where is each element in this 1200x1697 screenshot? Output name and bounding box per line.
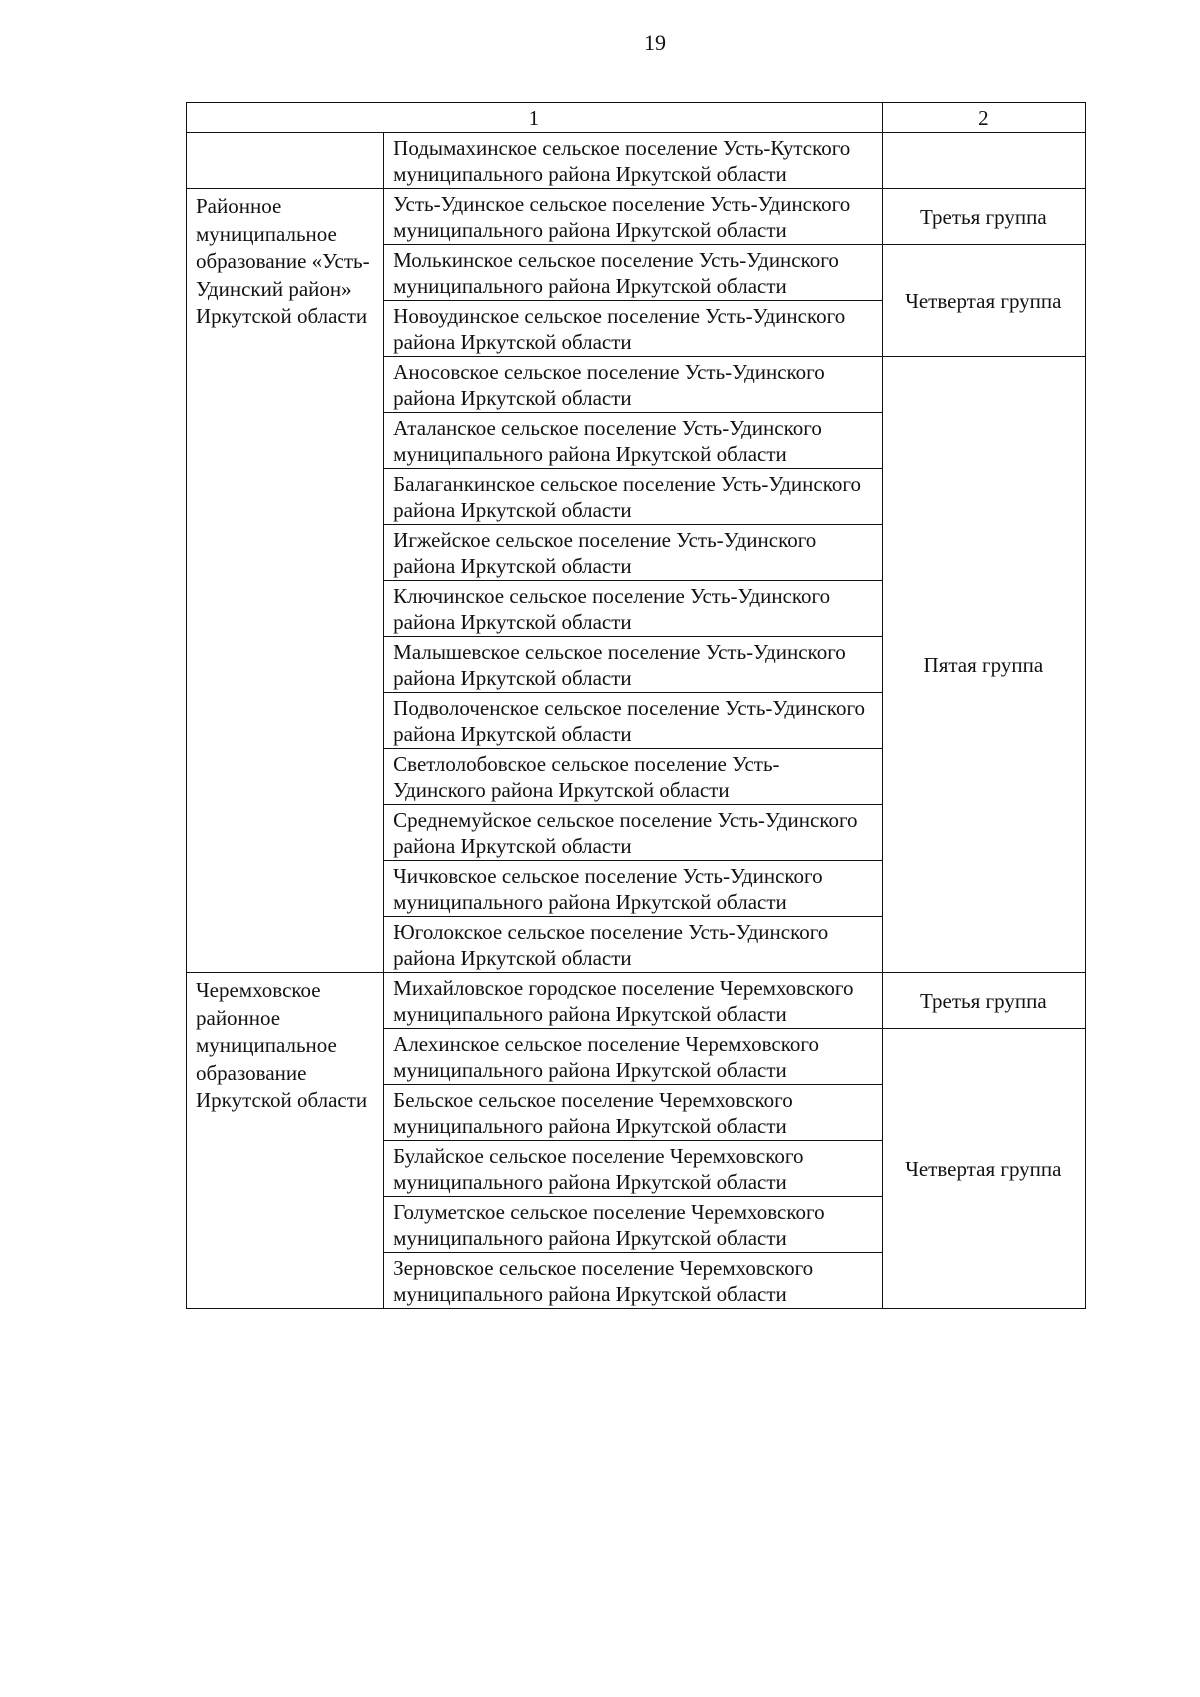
settlement-cell: Чичковское сельское поселение Усть-Удинского муниципального района Иркутской области (384, 861, 883, 917)
group-cell: Четвертая группа (882, 245, 1085, 357)
page-number: 19 (644, 30, 666, 55)
settlement-cell: Юголокское сельское поселение Усть-Удинского района Иркутской области (384, 917, 883, 973)
group-cell (882, 133, 1085, 189)
settlement-cell: Подымахинское сельское поселение Усть-Кутского муниципального района Иркутской области (384, 133, 883, 189)
settlement-cell: Аталанское сельское поселение Усть-Удинского муниципального района Иркутской области (384, 413, 883, 469)
settlement-cell: Новоудинское сельское поселение Усть-Удинского района Иркутской области (384, 301, 883, 357)
settlement-cell: Светлолобовское сельское поселение Усть-Удинского района Иркутской области (384, 749, 883, 805)
groups-table (186, 102, 1086, 1309)
header-col-1: 1 (187, 103, 883, 133)
settlement-cell: Балаганкинское сельское поселение Усть-Удинского района Иркутской области (384, 469, 883, 525)
header-row (187, 103, 1086, 133)
district-cell (187, 133, 384, 189)
continuation-row (187, 133, 1086, 189)
group-cell: Третья группа (882, 189, 1085, 245)
settlement-cell: Булайское сельское поселение Черемховского муниципального района Иркутской области (384, 1141, 883, 1197)
settlement-cell: Среднемуйское сельское поселение Усть-Удинского района Иркутской области (384, 805, 883, 861)
district-cell: Районное муниципальное образование «Усть-Удинский район» Иркутской области (187, 189, 384, 973)
table-row (187, 189, 1086, 245)
settlement-cell: Ключинское сельское поселение Усть-Удинского района Иркутской области (384, 581, 883, 637)
group-cell: Четвертая группа (882, 1029, 1085, 1309)
settlement-cell: Зерновское сельское поселение Черемховского муниципального района Иркутской области (384, 1253, 883, 1309)
settlement-cell: Молькинское сельское поселение Усть-Удинского муниципального района Иркутской области (384, 245, 883, 301)
settlement-cell: Игжейское сельское поселение Усть-Удинского района Иркутской области (384, 525, 883, 581)
settlement-cell: Бельское сельское поселение Черемховского муниципального района Иркутской области (384, 1085, 883, 1141)
settlement-cell: Подволоченское сельское поселение Усть-Удинского района Иркутской области (384, 693, 883, 749)
settlement-cell: Аносовское сельское поселение Усть-Удинского района Иркутской области (384, 357, 883, 413)
settlement-cell: Малышевское сельское поселение Усть-Удинского района Иркутской области (384, 637, 883, 693)
settlement-cell: Голуметское сельское поселение Черемховского муниципального района Иркутской области (384, 1197, 883, 1253)
settlement-cell: Алехинское сельское поселение Черемховского муниципального района Иркутской области (384, 1029, 883, 1085)
settlement-cell: Михайловское городское поселение Черемховского муниципального района Иркутской области (384, 973, 883, 1029)
settlement-cell: Усть-Удинское сельское поселение Усть-Удинского муниципального района Иркутской области (384, 189, 883, 245)
group-cell: Третья группа (882, 973, 1085, 1029)
table-row (187, 973, 1086, 1029)
header-col-2: 2 (882, 103, 1085, 133)
district-cell: Черемховское районное муниципальное образование Иркутской области (187, 973, 384, 1309)
table-body (187, 103, 1086, 1309)
group-cell: Пятая группа (882, 357, 1085, 973)
